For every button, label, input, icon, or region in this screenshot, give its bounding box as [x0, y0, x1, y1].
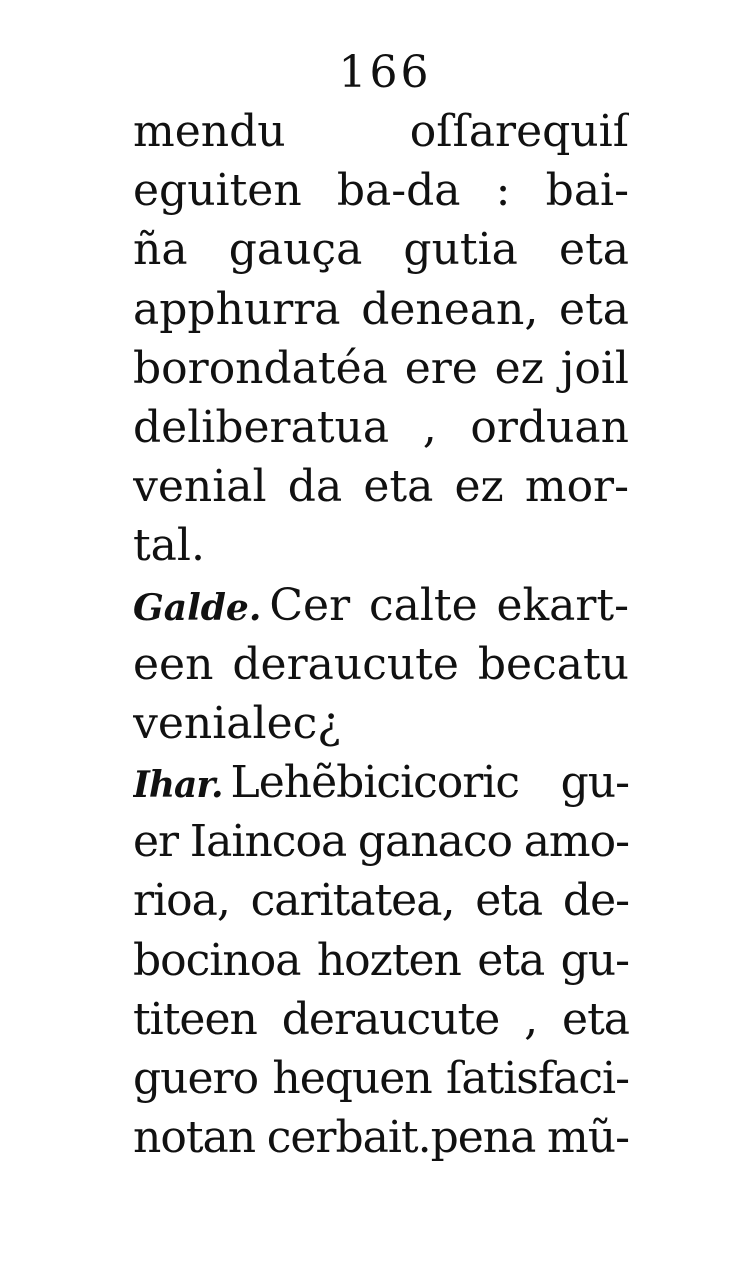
speaker-label-answer: Ihar. — [133, 764, 223, 807]
answer-line — [133, 1108, 629, 1167]
word: een — [133, 638, 214, 690]
word: eguiten — [133, 165, 302, 217]
word: eta — [559, 283, 629, 335]
page-number: 166 — [338, 47, 432, 98]
word: ſatisfaci- — [446, 1053, 629, 1104]
word: eta — [562, 993, 629, 1045]
word: borondatéa — [133, 342, 388, 394]
word: amo- — [523, 816, 629, 868]
word: eta — [475, 875, 543, 927]
word: mendu — [133, 106, 286, 157]
question-line — [133, 694, 629, 753]
word: gauça — [228, 224, 363, 276]
word: cerbait.pena — [266, 1112, 536, 1164]
word: bocinoa — [133, 934, 301, 986]
word: : — [495, 165, 511, 217]
text-line — [133, 220, 629, 279]
word: deliberatua — [133, 401, 390, 453]
body-text — [133, 102, 629, 1167]
word: deraucute — [281, 993, 500, 1045]
word: gu- — [560, 934, 629, 986]
word: Lehẽbicicoric — [230, 757, 520, 809]
word: deraucute — [232, 638, 459, 690]
word: ba-da — [336, 165, 461, 217]
answer-line — [133, 1049, 629, 1108]
word: ña — [133, 224, 188, 276]
text-line — [133, 457, 629, 516]
word: ez — [454, 461, 504, 513]
word: , — [422, 401, 437, 453]
word: titeen — [133, 993, 257, 1045]
word: mũ- — [547, 1112, 629, 1164]
word: de- — [562, 875, 629, 927]
word: eta — [363, 461, 434, 513]
word: denean, — [361, 283, 539, 335]
answer-line — [133, 753, 629, 812]
word: ez — [494, 342, 544, 394]
word: hequen — [272, 1053, 432, 1104]
word: joil — [560, 342, 629, 394]
word: guero — [133, 1053, 259, 1104]
word: oſſarequiſ — [409, 106, 629, 157]
answer-line — [133, 871, 629, 930]
word: ere — [404, 342, 478, 394]
word: ekart- — [496, 579, 629, 631]
text-line — [133, 339, 629, 398]
word: venial — [133, 461, 267, 513]
text-line — [133, 280, 629, 339]
answer-line — [133, 990, 629, 1049]
word: caritatea, — [250, 875, 455, 927]
word: tal. — [133, 520, 205, 572]
word: Cer — [269, 579, 351, 631]
answer-line — [133, 812, 629, 871]
word: orduan — [470, 401, 629, 453]
word: gu- — [560, 757, 629, 809]
question-line — [133, 635, 629, 694]
word: da — [287, 461, 343, 513]
speaker-label-question: Galde. — [133, 586, 262, 629]
word: ganaco — [357, 816, 512, 868]
word: eta — [559, 224, 629, 276]
question-line — [133, 576, 629, 635]
word: venialec¿ — [133, 697, 341, 749]
word: er — [133, 816, 179, 868]
word: calte — [368, 579, 478, 631]
word: mor- — [524, 461, 629, 513]
word: , — [524, 993, 538, 1045]
word: notan — [133, 1112, 256, 1164]
text-line — [133, 398, 629, 457]
answer-line — [133, 931, 629, 990]
text-line — [133, 161, 629, 220]
word: bai- — [545, 165, 629, 217]
word: hozten — [316, 934, 461, 986]
text-line — [133, 516, 629, 575]
word: rioa, — [133, 875, 230, 927]
word: apphurra — [133, 283, 341, 335]
text-line — [133, 102, 629, 161]
word: Iaincoa — [189, 816, 347, 868]
word: gutia — [403, 224, 518, 276]
word: becatu — [477, 638, 629, 690]
word: eta — [477, 934, 545, 986]
